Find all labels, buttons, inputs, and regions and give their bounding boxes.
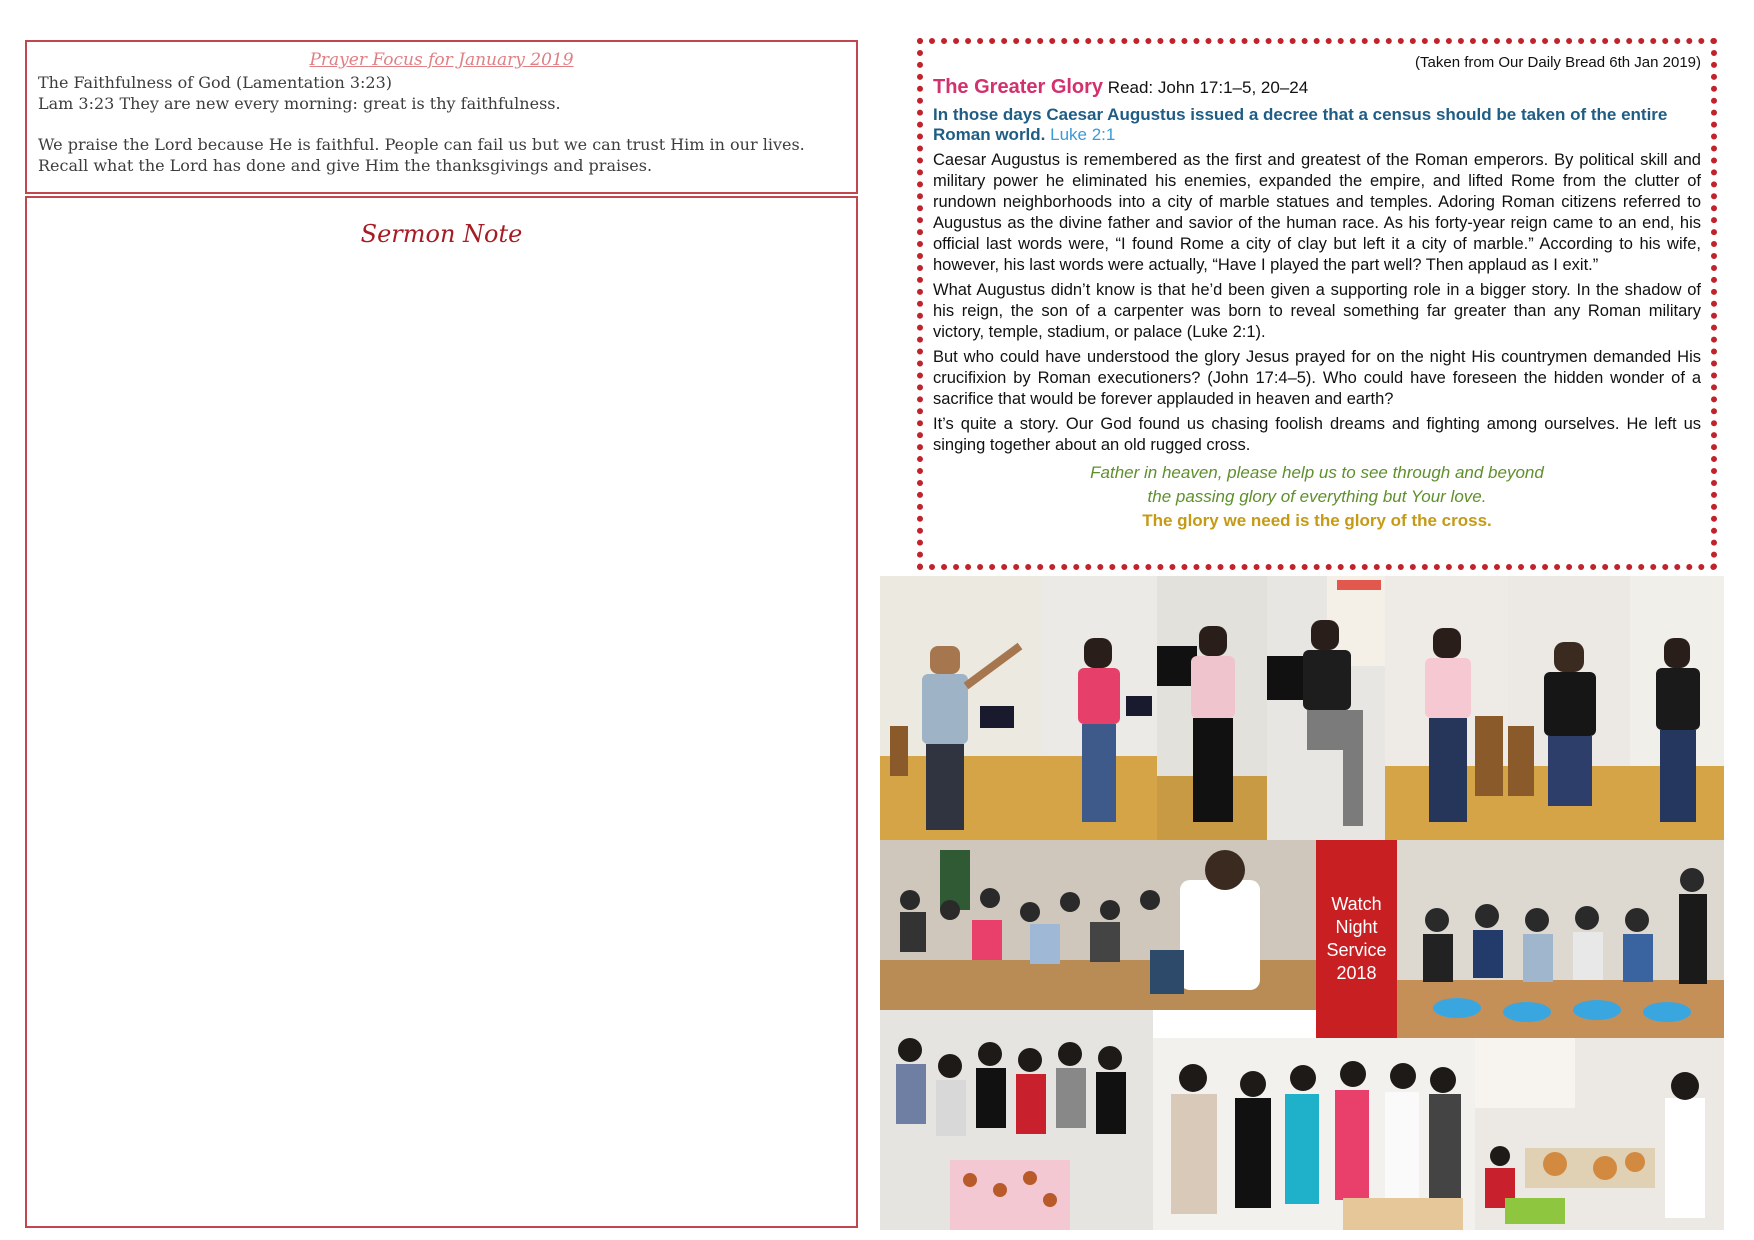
devotion-paragraph: But who could have understood the glory Jesus prayed for on the night His countrymen demanded His crucifixion by Roman executioners? (John 17:4–5). Who could have foreseen the hidden wonder of a sacrifice that would be forever applauded in heaven and earth? [933,348,1701,408]
prayer-focus-box [25,40,858,194]
prayer-focus-text [38,72,844,176]
photo-singer-light-pink [1157,576,1267,840]
devotion-reading: Read: John 17:1–5, 20–24 [1103,78,1309,97]
devotion-heading [933,77,1701,98]
watch-night-label-line: 2018 [1336,963,1377,983]
photo-singer-pink [1042,576,1157,840]
photo-singer-seated [1267,576,1385,840]
photo-pizza-fellowship [1475,1038,1724,1230]
photo-singer-black-shirt [1630,576,1724,840]
devotion-prayer-line: Father in heaven, please help us to see through and beyond [1090,463,1544,482]
watch-night-label-line: Service [1326,940,1387,960]
watch-night-label-line: Watch [1331,894,1382,914]
prayer-focus-line: The Faithfulness of God (Lamentation 3:23) [38,73,393,92]
sermon-note-box [25,196,858,1228]
prayer-focus-line: We praise the Lord because He is faithful. People can fail us but we can trust Him in our lives. [38,135,805,154]
watch-night-label-line: Night [1335,917,1378,937]
photo-women-group [1153,1038,1475,1230]
devotion-prayer-line: the passing glory of everything but Your love. [1147,487,1487,506]
prayer-focus-title: Prayer Focus for January 2019 [309,50,574,70]
photo-foot-washing [1397,840,1724,1038]
key-verse [933,105,1701,145]
devotion-paragraph: Caesar Augustus is remembered as the first and greatest of the Roman emperors. By political skill and military power he eliminated his enemies, expanded the empire, and lifted Rome from the clutter of rundown neighborhoods into a city of marble statues and temples. Adoring Roman citizens referred to Augustus as the divine father and savior of the human race. As his forty-year reign came to an end, his official last words were, “I found Rome a city of clay but left it a city of marble.” According to his wife, however, his last words were actually, “Have I played the part well? Then applaud as I exit.” [933,151,1701,274]
devotion-source: (Taken from Our Daily Bread 6th Jan 2019) [1415,54,1701,71]
photo-youth-group [880,1010,1153,1230]
sermon-note-title: Sermon Note [360,220,523,248]
prayer-focus-line: Recall what the Lord has done and give Him the thanksgivings and praises. [38,156,653,175]
photo-congregation [880,840,1316,1010]
prayer-focus-line: Lam 3:23 They are new every morning: great is thy faithfulness. [38,94,561,113]
devotion-paragraph: It’s quite a story. Our God found us chasing foolish dreams and fighting among ourselves. He left us singing together about an old rugged cross. [933,415,1701,454]
photo-singer-black-top [1508,576,1630,840]
key-verse-ref: Luke 2:1 [1045,125,1116,144]
key-verse-text: In those days Caesar Augustus issued a decree that a census should be taken of the entire Roman world. [933,105,1668,144]
photo-worship-leader [880,576,1042,840]
watch-night-label [1316,840,1397,1038]
devotion-title: The Greater Glory [933,76,1104,98]
photo-singer-pink-shirt [1385,576,1508,840]
devotion-content [933,52,1701,533]
devotion-paragraph: What Augustus didn’t know is that he’d been given a supporting role in a bigger story. In the shadow of his reign, the son of a carpenter was born to reveal something far greater than any Roman military victory, temple, stadium, or palace (Luke 2:1). [933,281,1701,341]
devotion-closing: The glory we need is the glory of the cross. [1142,511,1492,530]
devotion-box [917,38,1717,570]
